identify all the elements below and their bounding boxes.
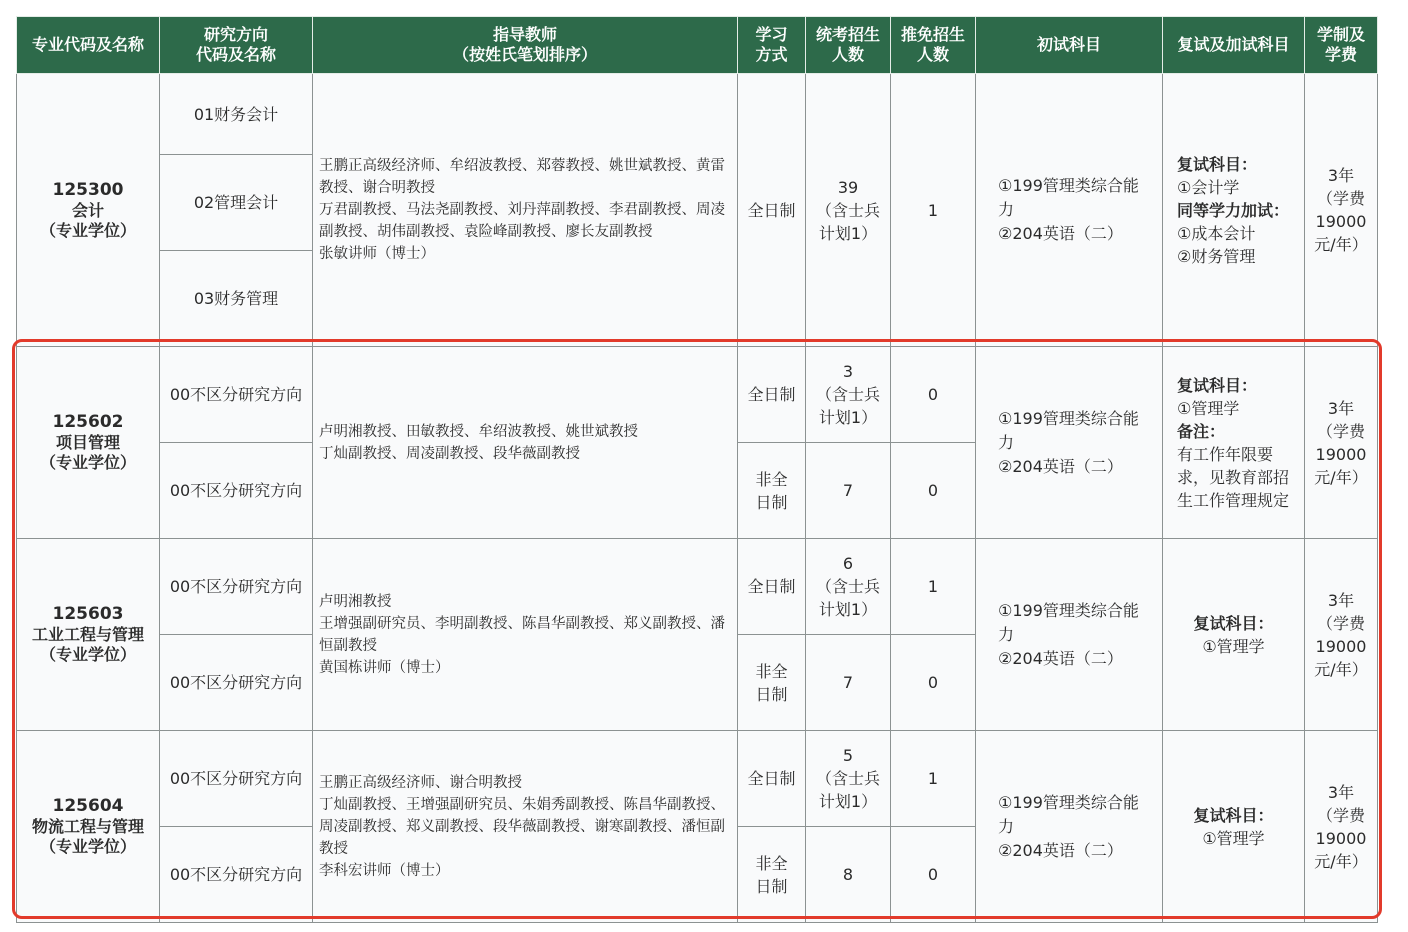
admission-table <box>16 16 1378 923</box>
header-fee: 学制及 学费 <box>1305 17 1378 74</box>
direction-cell: 00不区分研究方向 <box>160 347 313 443</box>
retest-cell: 复试科目： ①会计学 同等学力加试： ①成本会计 ②财务管理 <box>1163 74 1305 347</box>
exempt-cell: 1 <box>891 731 976 827</box>
exempt-cell: 0 <box>891 347 976 443</box>
teacher-cell: 卢明湘教授 王增强副研究员、李明副教授、陈昌华副教授、郑义副教授、潘恒副教授 黄国栋讲师（博士） <box>313 539 738 731</box>
quota-cell: 39 （含士兵 计划1） <box>806 74 891 347</box>
table-row <box>17 347 1378 443</box>
teacher-cell: 王鹏正高级经济师、谢合明教授 丁灿副教授、王增强副研究员、朱娟秀副教授、陈昌华副教授、周凌副教授、郑义副教授、段华薇副教授、谢寒副教授、潘恒副教授 李科宏讲师（博士） <box>313 731 738 923</box>
header-quota: 统考招生 人数 <box>806 17 891 74</box>
header-row <box>17 17 1378 74</box>
retest-cell: 复试科目： ①管理学 备注： 有工作年限要求，见教育部招生工作管理规定 <box>1163 347 1305 539</box>
fee-cell: 3年 （学费 19000 元/年） <box>1305 731 1378 923</box>
quota-cell: 6 （含士兵 计划1） <box>806 539 891 635</box>
mode-cell: 全日制 <box>738 347 806 443</box>
table-row <box>17 74 1378 155</box>
direction-cell: 03财务管理 <box>160 251 313 347</box>
mode-cell: 非全 日制 <box>738 827 806 923</box>
retest-cell: 复试科目： ①管理学 <box>1163 731 1305 923</box>
quota-cell: 3 （含士兵 计划1） <box>806 347 891 443</box>
major-cell: 125604 物流工程与管理 （专业学位） <box>17 731 160 923</box>
major-cell: 125602 项目管理 （专业学位） <box>17 347 160 539</box>
exempt-cell: 0 <box>891 635 976 731</box>
quota-cell: 7 <box>806 635 891 731</box>
quota-cell: 5 （含士兵 计划1） <box>806 731 891 827</box>
retest-cell: 复试科目： ①管理学 <box>1163 539 1305 731</box>
exempt-cell: 1 <box>891 539 976 635</box>
table-row <box>17 539 1378 635</box>
quota-cell: 7 <box>806 443 891 539</box>
direction-cell: 00不区分研究方向 <box>160 731 313 827</box>
direction-cell: 00不区分研究方向 <box>160 635 313 731</box>
header-exempt: 推免招生 人数 <box>891 17 976 74</box>
exam-cell: ①199管理类综合能力 ②204英语（二） <box>976 347 1163 539</box>
major-cell: 125300 会计 （专业学位） <box>17 74 160 347</box>
header-teacher: 指导教师 （按姓氏笔划排序） <box>313 17 738 74</box>
exam-cell: ①199管理类综合能力 ②204英语（二） <box>976 539 1163 731</box>
mode-cell: 全日制 <box>738 74 806 347</box>
mode-cell: 全日制 <box>738 731 806 827</box>
direction-cell: 01财务会计 <box>160 74 313 155</box>
exempt-cell: 0 <box>891 443 976 539</box>
mode-cell: 非全 日制 <box>738 635 806 731</box>
direction-cell: 00不区分研究方向 <box>160 539 313 635</box>
fee-cell: 3年 （学费 19000 元/年） <box>1305 347 1378 539</box>
fee-cell: 3年 （学费 19000 元/年） <box>1305 74 1378 347</box>
header-direction: 研究方向 代码及名称 <box>160 17 313 74</box>
quota-cell: 8 <box>806 827 891 923</box>
fee-cell: 3年 （学费 19000 元/年） <box>1305 539 1378 731</box>
header-mode: 学习 方式 <box>738 17 806 74</box>
exam-cell: ①199管理类综合能力 ②204英语（二） <box>976 731 1163 923</box>
teacher-cell: 王鹏正高级经济师、牟绍波教授、郑蓉教授、姚世斌教授、黄雷教授、谢合明教授 万君副教授、马法尧副教授、刘丹萍副教授、李君副教授、周凌副教授、胡伟副教授、袁险峰副教授、廖长友副教授 张敏讲师（博士） <box>313 74 738 347</box>
header-retest: 复试及加试科目 <box>1163 17 1305 74</box>
header-exam: 初试科目 <box>976 17 1163 74</box>
major-cell: 125603 工业工程与管理 （专业学位） <box>17 539 160 731</box>
teacher-cell: 卢明湘教授、田敏教授、牟绍波教授、姚世斌教授 丁灿副教授、周凌副教授、段华薇副教授 <box>313 347 738 539</box>
direction-cell: 00不区分研究方向 <box>160 827 313 923</box>
exam-cell: ①199管理类综合能力 ②204英语（二） <box>976 74 1163 347</box>
direction-cell: 02管理会计 <box>160 155 313 251</box>
exempt-cell: 1 <box>891 74 976 347</box>
table-row <box>17 731 1378 827</box>
header-major: 专业代码及名称 <box>17 17 160 74</box>
mode-cell: 全日制 <box>738 539 806 635</box>
mode-cell: 非全 日制 <box>738 443 806 539</box>
exempt-cell: 0 <box>891 827 976 923</box>
direction-cell: 00不区分研究方向 <box>160 443 313 539</box>
